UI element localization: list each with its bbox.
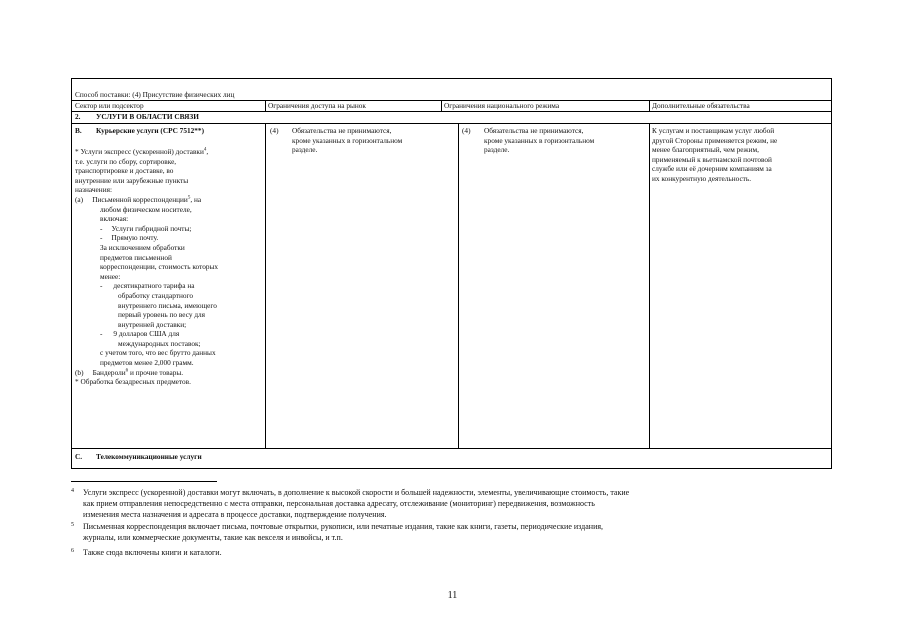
footnote-separator [71,481,217,482]
market-access-line: Обязательства не принимаются, [292,126,392,135]
supply-mode: Способ поставки: (4) Присутствие физических лиц [75,90,235,99]
footnote-number: 5 [71,522,74,528]
sector-line: с учетом того, что вес брутто данных [100,348,216,358]
footnote-line: Письменная корреспонденция включает письма, почтовые открытки, рукописи, или печатные издания, такие как книги, газеты, периодические издания, [83,522,604,531]
national-treatment-line: Обязательства не принимаются, [484,126,584,135]
sector-line: (b) Бандероли$^6$ и прочие товары. [75,367,184,377]
sector-line: менее: [100,271,121,281]
sector-description [75,147,218,387]
header-additional-commitments: Дополнительные обязательства [652,101,750,110]
sector-line: - 9 долларов США для [100,329,180,339]
sector-line: т.е. услуги по сбору, сортировке, [75,156,177,166]
sector-line: * Услуги экспресс (ускоренной) доставки$^4$, [75,147,209,156]
sector-line: предметов письменной [100,252,172,262]
footnote-number: 4 [71,488,74,494]
sector-line: включая: [100,214,129,224]
footnote-5 [71,521,833,543]
header-national-treatment: Ограничения национального режима [444,101,560,110]
column-divider [458,123,459,448]
sector-line: - Услуги гибридной почты; [100,223,192,233]
header-market-access: Ограничения доступа на рынок [268,101,366,110]
footnote-line: как прием отправления непосредственно с места отправки, персональная доставка адресату, отслеживание (мониторинг) передвижения, возможность [83,499,595,508]
footnote-line: изменения места назначения и адресата в процессе доставки, подтверждение получения. [83,510,387,519]
sector-line: * Обработка безадресных предметов. [75,377,191,387]
additional-commitments-text [652,126,777,184]
sector-line: первый уровень по весу для [118,310,206,320]
sector-line: корреспонденции, стоимость которых [100,262,219,272]
additional-line: К услугам и поставщикам услуг любой [652,126,775,135]
sector-line: - Прямую почту. [100,233,159,243]
additional-line: службе или её дочерним компаниям за [652,164,772,174]
column-divider [265,123,266,448]
footnote-number: 6 [71,548,74,554]
sector-line: внутренние или зарубежные пункты [75,175,189,185]
column-divider [649,123,650,448]
page-number: 11 [447,590,458,601]
footnote-4 [71,487,833,520]
subsector-b-letter: B. [75,126,82,135]
national-treatment-line: кроме указанных в горизонтальном [484,135,595,145]
footnote-line: Услуги экспресс (ускоренной) доставки могут включать, в дополнение к высокой скорости и большей надежности, элементы, увеличивающие стоимость, такие [83,488,630,497]
row-divider [72,448,831,449]
national-treatment-line: разделе. [484,145,510,155]
row-divider [72,123,831,124]
sector-line: любом физическом носителе, [100,204,192,214]
national-treatment-text [484,126,594,155]
national-treatment-mode: (4) [462,126,471,135]
additional-line: менее благоприятный, чем режим, [652,145,759,155]
header-sector: Сектор или подсектор [75,101,144,110]
column-divider [649,100,650,111]
sector-line: транспортировке и доставке, во [75,166,174,176]
sector-line: внутренней доставки; [118,319,187,329]
sector-line: обработку стандартного [118,290,193,300]
sector-line: внутреннего письма, имеющего [118,300,217,310]
market-access-mode: (4) [270,126,279,135]
market-access-line: разделе. [292,145,318,155]
additional-line: их конкурентную деятельность. [652,173,752,183]
footnote-6 [71,547,833,558]
additional-line: другой Стороны применяется режим, не [652,135,778,145]
sector-line: - десятикратного тарифа на [100,281,195,291]
column-divider [265,100,266,111]
subsector-c-title: Телекоммуникационные услуги [96,452,202,461]
subsector-b-title: Курьерские услуги (CPC 7512**) [96,126,204,135]
section-number: 2. [75,112,81,121]
market-access-line: кроме указанных в горизонтальном [292,135,403,145]
market-access-text [292,126,402,155]
footnote-line: журналы, или коммерческие документы, такие как векселя и инвойсы, и т.п. [83,533,343,542]
sector-line: (a) Письменной корреспонденции$^5$, на [75,194,202,204]
footnote-line: Также сюда включены книги и каталоги. [83,548,222,557]
sector-line: назначения: [75,185,112,195]
schedule-table [71,78,832,469]
additional-line: применяемый к вьетнамской почтовой [652,154,772,164]
sector-line: международных поставок; [118,338,201,348]
column-divider [441,100,442,111]
sector-line: За исключением обработки [100,242,185,252]
subsector-c-letter: C. [75,452,83,461]
section-title: УСЛУГИ В ОБЛАСТИ СВЯЗИ [96,112,199,121]
sector-line: предметов менее 2,000 грамм. [100,358,194,368]
